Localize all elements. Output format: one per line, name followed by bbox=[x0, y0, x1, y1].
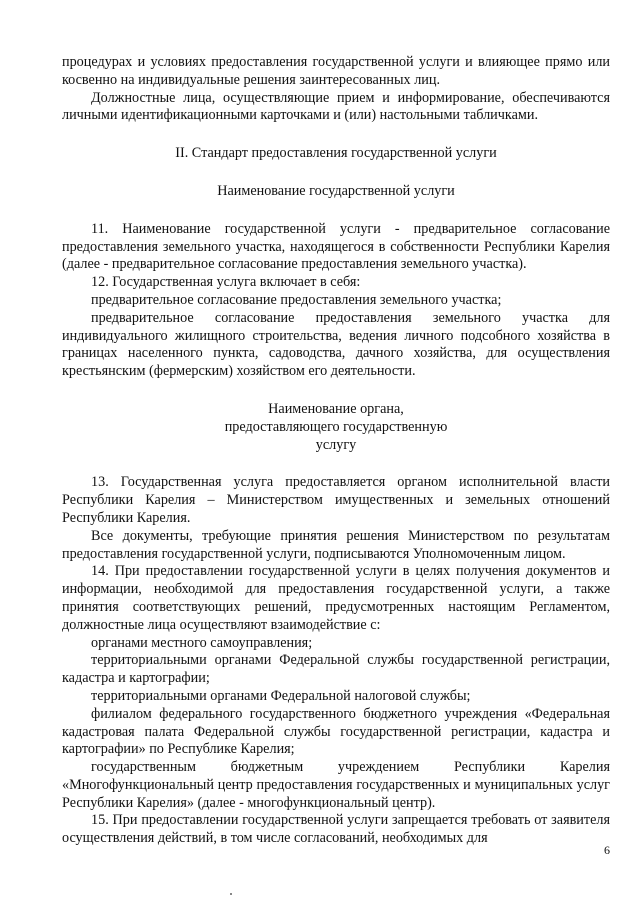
paragraph-item-14: 14. При предоставлении государственной услуги в целях получения документов и информации, необходимой для предоставления государственной услуги, а также принятия соответствующих решений, предусмотренных настоящим Регламентом, должностные лица осуществляют взаимодействие с: bbox=[62, 563, 610, 633]
paragraph-documents-signing: Все документы, требующие принятия решения Министерством по результатам предоставления государственной услуги, подписываются Уполномоченным лицом. bbox=[62, 527, 610, 562]
subsection-heading-service-name: Наименование государственной услуги bbox=[217, 182, 455, 199]
scan-speck bbox=[230, 893, 232, 895]
paragraph-staff-badges: Должностные лица, осуществляющие прием и информирование, обеспечиваются личными идентификационными карточками и (или) настольными табличками. bbox=[62, 89, 610, 124]
paragraph-item-11: 11. Наименование государственной услуги - предварительное согласование предоставления земельного участка, находящегося в собственности Республики Карелия (далее - предварительное согласование предоставления земельного участка). bbox=[62, 220, 610, 273]
paragraph-continuation: процедурах и условиях предоставления государственной услуги и влияющее прямо или косвенно на индивидуальные решения заинтересованных лиц. bbox=[62, 54, 610, 88]
list-item-local-authorities: органами местного самоуправления; bbox=[91, 634, 313, 651]
list-item-tax-service: территориальными органами Федеральной налоговой службы; bbox=[91, 687, 471, 704]
list-item-registration-service: территориальными органами Федеральной службы государственной регистрации, кадастра и картографии; bbox=[62, 652, 610, 687]
section-heading: II. Стандарт предоставления государственной услуги bbox=[175, 145, 497, 162]
list-item-multifunctional-center: государственным бюджетным учреждением Республики Карелия «Многофункциональный центр предоставления государственных и муниципальных услуг Республики Карелия» (далее - многофункциональный центр). bbox=[62, 759, 610, 811]
paragraph-item-12-sub-1: предварительное согласование предоставления земельного участка; bbox=[91, 291, 502, 308]
subsection-heading-authority: Наименование органа, предоставляющего государственную услугу bbox=[224, 400, 448, 453]
paragraph-item-13: 13. Государственная услуга предоставляется органом исполнительной власти Республики Карелия – Министерством имущественных и земельных отношений Республики Карелия. bbox=[62, 474, 610, 526]
paragraph-item-15: 15. При предоставлении государственной услуги запрещается требовать от заявителя осуществления действий, в том числе согласований, необходимых для bbox=[62, 812, 610, 847]
page-number: 6 bbox=[604, 843, 610, 857]
paragraph-item-12: 12. Государственная услуга включает в себя: bbox=[91, 274, 361, 291]
paragraph-item-12-sub-2: предварительное согласование предоставления земельного участка для индивидуального жилищного строительства, ведения личного подсобного хозяйства в границах населенного пункта, садоводства, дачного хозяйства, для осуществления крестьянским (фермерским) хозяйством его деятельности. bbox=[62, 309, 610, 380]
list-item-cadastral-chamber: филиалом федерального государственного бюджетного учреждения «Федеральная кадастровая палата Федеральной службы государственной регистрации, кадастра и картографии» по Республике Карелия; bbox=[62, 705, 610, 758]
